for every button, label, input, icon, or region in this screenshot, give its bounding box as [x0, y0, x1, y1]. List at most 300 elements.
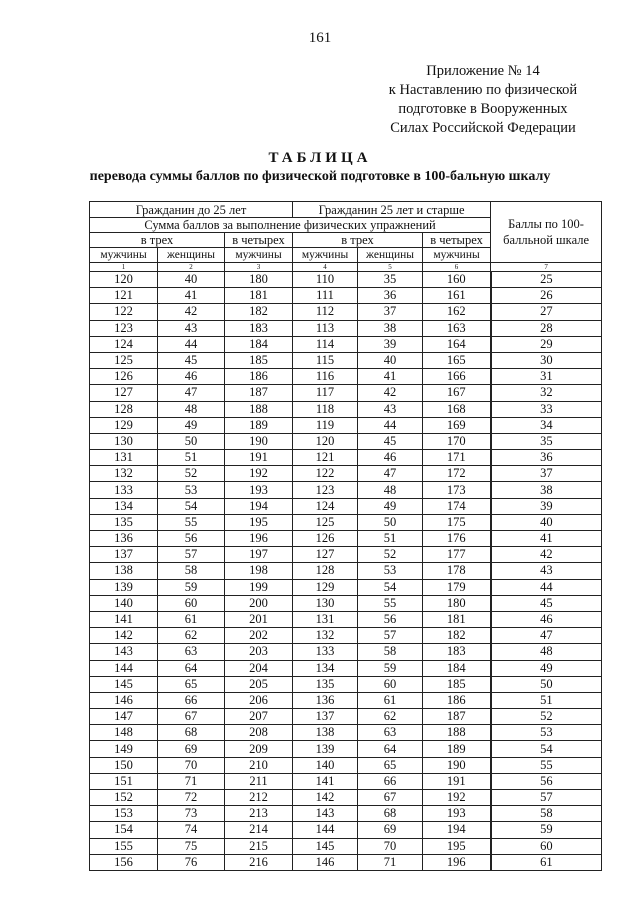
table-cell: 164: [423, 336, 491, 352]
table-cell: 62: [358, 709, 423, 725]
table-cell: 188: [225, 401, 293, 417]
table-cell: 44: [158, 336, 225, 352]
table-cell: 27: [491, 304, 602, 320]
table-cell: 60: [358, 676, 423, 692]
table-cell: 40: [158, 272, 225, 288]
table-row: [90, 531, 602, 547]
header-sum-of-points: Сумма баллов за выполнение физических упражнений: [90, 218, 491, 233]
table-cell: 191: [423, 773, 491, 789]
table-cell: 179: [423, 579, 491, 595]
table-cell: 54: [158, 498, 225, 514]
table-cell: 139: [293, 741, 358, 757]
table-cell: 194: [225, 498, 293, 514]
table-cell: 60: [491, 838, 602, 854]
column-number: 5: [358, 263, 423, 272]
table-cell: 66: [358, 773, 423, 789]
table-cell: 135: [293, 676, 358, 692]
table-row: [90, 272, 602, 288]
table-cell: 119: [293, 417, 358, 433]
table-cell: 48: [158, 401, 225, 417]
table-cell: 183: [423, 644, 491, 660]
table-cell: 35: [491, 433, 602, 449]
table-cell: 204: [225, 660, 293, 676]
table-cell: 61: [158, 611, 225, 627]
table-cell: 52: [358, 547, 423, 563]
table-cell: 130: [293, 595, 358, 611]
table-cell: 57: [491, 790, 602, 806]
table-row: [90, 385, 602, 401]
table-cell: 193: [225, 482, 293, 498]
table-cell: 150: [90, 757, 158, 773]
table-cell: 143: [293, 806, 358, 822]
table-cell: 175: [423, 514, 491, 530]
table-row: [90, 644, 602, 660]
table-cell: 50: [491, 676, 602, 692]
table-cell: 114: [293, 336, 358, 352]
table-cell: 76: [158, 854, 225, 870]
table-cell: 45: [491, 595, 602, 611]
table-cell: 60: [158, 595, 225, 611]
table-cell: 125: [90, 352, 158, 368]
table-cell: 141: [90, 611, 158, 627]
table-cell: 194: [423, 822, 491, 838]
header-three-exercises-2: в трех: [293, 233, 423, 248]
table-cell: 123: [293, 482, 358, 498]
table-cell: 215: [225, 838, 293, 854]
table-cell: 118: [293, 401, 358, 417]
table-cell: 37: [358, 304, 423, 320]
table-cell: 55: [158, 514, 225, 530]
table-cell: 56: [158, 531, 225, 547]
appendix-line: к Наставлению по физической: [388, 82, 578, 98]
table-cell: 195: [423, 838, 491, 854]
table-cell: 47: [358, 466, 423, 482]
table-cell: 208: [225, 725, 293, 741]
document-subtitle: перевода суммы баллов по физической подготовке в 100-бальную шкалу: [89, 169, 551, 184]
table-cell: 186: [423, 692, 491, 708]
table-row: [90, 790, 602, 806]
table-cell: 128: [293, 563, 358, 579]
table-cell: 182: [225, 304, 293, 320]
table-cell: 149: [90, 741, 158, 757]
column-number: 6: [423, 263, 491, 272]
table-cell: 31: [491, 369, 602, 385]
table-cell: 28: [491, 320, 602, 336]
table-cell: 58: [491, 806, 602, 822]
table-cell: 29: [491, 336, 602, 352]
table-cell: 145: [293, 838, 358, 854]
table-cell: 163: [423, 320, 491, 336]
header-25-and-over: Гражданин 25 лет и старше: [293, 202, 491, 218]
table-cell: 41: [491, 531, 602, 547]
table-cell: 51: [158, 450, 225, 466]
table-cell: 183: [225, 320, 293, 336]
table-cell: 38: [491, 482, 602, 498]
table-row: [90, 433, 602, 449]
table-cell: 57: [358, 628, 423, 644]
table-cell: 137: [293, 709, 358, 725]
table-cell: 121: [90, 288, 158, 304]
table-cell: 206: [225, 692, 293, 708]
table-cell: 214: [225, 822, 293, 838]
table-row: [90, 628, 602, 644]
table-cell: 134: [293, 660, 358, 676]
table-row: [90, 417, 602, 433]
table-cell: 68: [358, 806, 423, 822]
header-women-2: женщины: [358, 248, 423, 263]
table-cell: 58: [158, 563, 225, 579]
table-cell: 191: [225, 450, 293, 466]
table-cell: 51: [491, 692, 602, 708]
column-number: 2: [158, 263, 225, 272]
table-cell: 188: [423, 725, 491, 741]
table-cell: 65: [358, 757, 423, 773]
table-cell: 185: [225, 352, 293, 368]
table-cell: 126: [293, 531, 358, 547]
table-cell: 184: [423, 660, 491, 676]
table-cell: 38: [358, 320, 423, 336]
table-cell: 126: [90, 369, 158, 385]
table-cell: 46: [158, 369, 225, 385]
table-cell: 61: [358, 692, 423, 708]
table-cell: 122: [293, 466, 358, 482]
table-cell: 180: [225, 272, 293, 288]
table-row: [90, 611, 602, 627]
header-under-25: Гражданин до 25 лет: [90, 202, 293, 218]
table-cell: 71: [358, 854, 423, 870]
appendix-line: Приложение № 14: [426, 63, 540, 79]
table-cell: 55: [358, 595, 423, 611]
table-cell: 201: [225, 611, 293, 627]
table-cell: 47: [158, 385, 225, 401]
table-cell: 124: [90, 336, 158, 352]
table-cell: 64: [358, 741, 423, 757]
table-cell: 52: [491, 709, 602, 725]
table-cell: 61: [491, 854, 602, 870]
table-cell: 26: [491, 288, 602, 304]
column-number: 7: [491, 263, 602, 272]
page-number: 161: [308, 30, 332, 46]
table-cell: 39: [491, 498, 602, 514]
table-cell: 32: [491, 385, 602, 401]
table-cell: 168: [423, 401, 491, 417]
table-cell: 133: [293, 644, 358, 660]
table-cell: 129: [90, 417, 158, 433]
table-cell: 53: [358, 563, 423, 579]
table-cell: 113: [293, 320, 358, 336]
table-cell: 142: [90, 628, 158, 644]
table-cell: 33: [491, 401, 602, 417]
table-cell: 59: [158, 579, 225, 595]
table-cell: 112: [293, 304, 358, 320]
table-cell: 53: [158, 482, 225, 498]
table-cell: 184: [225, 336, 293, 352]
table-cell: 37: [491, 466, 602, 482]
table-cell: 189: [423, 741, 491, 757]
table-cell: 190: [423, 757, 491, 773]
table-cell: 69: [358, 822, 423, 838]
table-row: [90, 466, 602, 482]
table-cell: 165: [423, 352, 491, 368]
table-row: [90, 336, 602, 352]
table-cell: 199: [225, 579, 293, 595]
table-cell: 202: [225, 628, 293, 644]
table-cell: 148: [90, 725, 158, 741]
table-cell: 50: [358, 514, 423, 530]
table-cell: 151: [90, 773, 158, 789]
table-cell: 35: [358, 272, 423, 288]
table-cell: 67: [158, 709, 225, 725]
table-cell: 120: [293, 433, 358, 449]
table-cell: 120: [90, 272, 158, 288]
table-row: [90, 741, 602, 757]
table-row: [90, 773, 602, 789]
table-cell: 193: [423, 806, 491, 822]
table-cell: 123: [90, 320, 158, 336]
table-cell: 198: [225, 563, 293, 579]
table-cell: 185: [423, 676, 491, 692]
header-men-4: мужчины: [423, 248, 491, 263]
table-cell: 182: [423, 628, 491, 644]
table-row: [90, 369, 602, 385]
table-row: [90, 838, 602, 854]
table-cell: 70: [158, 757, 225, 773]
table-cell: 132: [90, 466, 158, 482]
table-cell: 181: [423, 611, 491, 627]
header-men: мужчины: [90, 248, 158, 263]
table-cell: 155: [90, 838, 158, 854]
table-cell: 212: [225, 790, 293, 806]
table-cell: 209: [225, 741, 293, 757]
table-cell: 43: [158, 320, 225, 336]
table-cell: 73: [158, 806, 225, 822]
table-cell: 122: [90, 304, 158, 320]
table-cell: 216: [225, 854, 293, 870]
column-number: 3: [225, 263, 293, 272]
table-cell: 56: [491, 773, 602, 789]
table-cell: 131: [90, 450, 158, 466]
table-cell: 66: [158, 692, 225, 708]
table-cell: 41: [358, 369, 423, 385]
table-cell: 180: [423, 595, 491, 611]
table-row: [90, 757, 602, 773]
table-row: [90, 595, 602, 611]
header-balls-100-scale: Баллы по 100-балльной шкале: [491, 202, 602, 263]
table-cell: 211: [225, 773, 293, 789]
table-cell: 141: [293, 773, 358, 789]
table-cell: 140: [90, 595, 158, 611]
table-cell: 42: [358, 385, 423, 401]
table-cell: 140: [293, 757, 358, 773]
table-cell: 144: [90, 660, 158, 676]
table-cell: 52: [158, 466, 225, 482]
table-cell: 152: [90, 790, 158, 806]
table-row: [90, 304, 602, 320]
table-row: [90, 563, 602, 579]
table-cell: 187: [225, 385, 293, 401]
table-cell: 167: [423, 385, 491, 401]
table-cell: 124: [293, 498, 358, 514]
table-cell: 51: [358, 531, 423, 547]
table-row: [90, 401, 602, 417]
table-cell: 135: [90, 514, 158, 530]
table-row: [90, 498, 602, 514]
table-cell: 162: [423, 304, 491, 320]
table-cell: 117: [293, 385, 358, 401]
table-cell: 110: [293, 272, 358, 288]
table-cell: 200: [225, 595, 293, 611]
table-cell: 49: [491, 660, 602, 676]
table-cell: 48: [491, 644, 602, 660]
table-cell: 54: [491, 741, 602, 757]
table-cell: 134: [90, 498, 158, 514]
table-row: [90, 579, 602, 595]
table-row: [90, 709, 602, 725]
table-cell: 39: [358, 336, 423, 352]
table-cell: 138: [90, 563, 158, 579]
table-cell: 169: [423, 417, 491, 433]
table-cell: 42: [491, 547, 602, 563]
table-cell: 63: [158, 644, 225, 660]
table-cell: 205: [225, 676, 293, 692]
table-cell: 30: [491, 352, 602, 368]
table-cell: 190: [225, 433, 293, 449]
table-cell: 40: [491, 514, 602, 530]
table-cell: 68: [158, 725, 225, 741]
table-cell: 36: [491, 450, 602, 466]
table-cell: 145: [90, 676, 158, 692]
table-cell: 65: [158, 676, 225, 692]
table-cell: 146: [293, 854, 358, 870]
table-row: [90, 692, 602, 708]
table-cell: 130: [90, 433, 158, 449]
table-cell: 54: [358, 579, 423, 595]
table-cell: 138: [293, 725, 358, 741]
table-cell: 147: [90, 709, 158, 725]
table-cell: 176: [423, 531, 491, 547]
table-cell: 181: [225, 288, 293, 304]
table-cell: 166: [423, 369, 491, 385]
table-cell: 44: [358, 417, 423, 433]
header-four-exercises: в четырех: [225, 233, 293, 248]
table-cell: 44: [491, 579, 602, 595]
table-cell: 142: [293, 790, 358, 806]
score-conversion-table: [89, 201, 602, 871]
table-cell: 203: [225, 644, 293, 660]
table-cell: 63: [358, 725, 423, 741]
table-cell: 210: [225, 757, 293, 773]
table-cell: 43: [358, 401, 423, 417]
table-row: [90, 547, 602, 563]
table-cell: 196: [225, 531, 293, 547]
table-cell: 139: [90, 579, 158, 595]
table-row: [90, 854, 602, 870]
table-cell: 136: [293, 692, 358, 708]
table-cell: 136: [90, 531, 158, 547]
table-cell: 121: [293, 450, 358, 466]
table-cell: 25: [491, 272, 602, 288]
table-row: [90, 450, 602, 466]
table-cell: 125: [293, 514, 358, 530]
table-cell: 172: [423, 466, 491, 482]
table-row: [90, 660, 602, 676]
table-cell: 49: [358, 498, 423, 514]
table-cell: 53: [491, 725, 602, 741]
table-cell: 192: [423, 790, 491, 806]
table-cell: 213: [225, 806, 293, 822]
table-cell: 47: [491, 628, 602, 644]
column-number: 1: [90, 263, 158, 272]
table-cell: 34: [491, 417, 602, 433]
table-cell: 131: [293, 611, 358, 627]
table-cell: 45: [158, 352, 225, 368]
table-cell: 50: [158, 433, 225, 449]
table-cell: 59: [358, 660, 423, 676]
table-cell: 57: [158, 547, 225, 563]
appendix-line: подготовке в Вооруженных: [398, 101, 568, 117]
table-cell: 160: [423, 272, 491, 288]
table-cell: 171: [423, 450, 491, 466]
appendix-line: Силах Российской Федерации: [390, 120, 576, 136]
table-cell: 192: [225, 466, 293, 482]
table-row: [90, 288, 602, 304]
table-cell: 154: [90, 822, 158, 838]
table-cell: 189: [225, 417, 293, 433]
table-cell: 36: [358, 288, 423, 304]
table-cell: 67: [358, 790, 423, 806]
table-cell: 197: [225, 547, 293, 563]
table-cell: 129: [293, 579, 358, 595]
table-cell: 74: [158, 822, 225, 838]
table-cell: 161: [423, 288, 491, 304]
table-cell: 187: [423, 709, 491, 725]
table-cell: 115: [293, 352, 358, 368]
header-three-exercises: в трех: [90, 233, 225, 248]
table-cell: 178: [423, 563, 491, 579]
table-cell: 186: [225, 369, 293, 385]
table-cell: 144: [293, 822, 358, 838]
table-cell: 70: [358, 838, 423, 854]
table-cell: 49: [158, 417, 225, 433]
table-cell: 132: [293, 628, 358, 644]
table-cell: 156: [90, 854, 158, 870]
header-women: женщины: [158, 248, 225, 263]
table-cell: 72: [158, 790, 225, 806]
table-cell: 116: [293, 369, 358, 385]
header-men-3: мужчины: [293, 248, 358, 263]
table-cell: 62: [158, 628, 225, 644]
table-row: [90, 482, 602, 498]
appendix-block: [368, 62, 598, 138]
table-cell: 137: [90, 547, 158, 563]
table-row: [90, 822, 602, 838]
table-cell: 153: [90, 806, 158, 822]
table-cell: 207: [225, 709, 293, 725]
table-cell: 128: [90, 401, 158, 417]
table-cell: 46: [358, 450, 423, 466]
table-cell: 127: [293, 547, 358, 563]
table-cell: 127: [90, 385, 158, 401]
table-cell: 64: [158, 660, 225, 676]
header-four-exercises-2: в четырех: [423, 233, 491, 248]
table-cell: 71: [158, 773, 225, 789]
table-row: [90, 806, 602, 822]
table-cell: 45: [358, 433, 423, 449]
table-row: [90, 320, 602, 336]
table-row: [90, 676, 602, 692]
table-cell: 174: [423, 498, 491, 514]
table-cell: 48: [358, 482, 423, 498]
